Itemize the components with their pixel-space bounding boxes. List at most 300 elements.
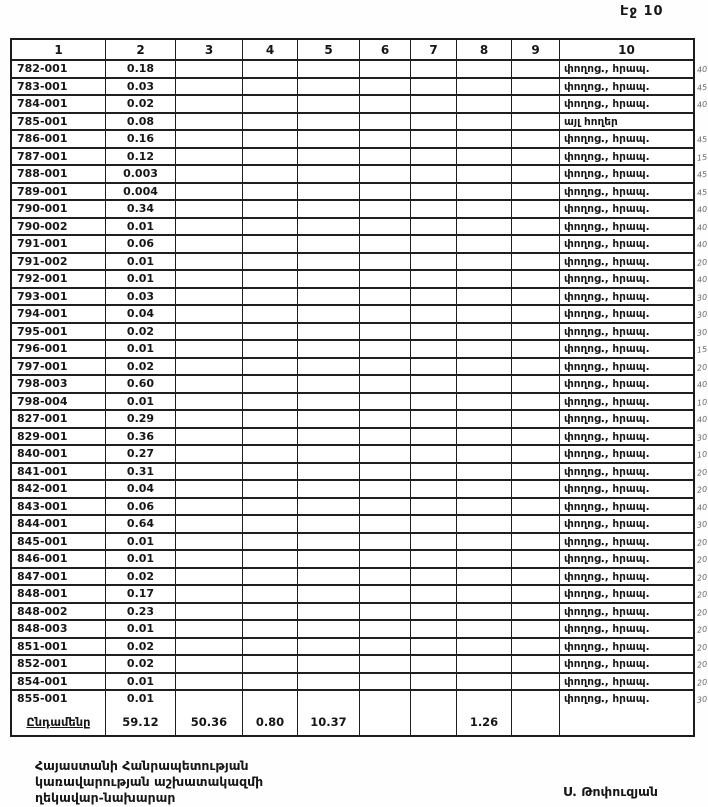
- footer-line: ղեկավար-նախարար: [35, 790, 176, 805]
- column-header: 4: [243, 40, 298, 61]
- parcel-code: 784-001: [12, 96, 106, 114]
- empty-cell: [411, 306, 457, 324]
- total-value: [512, 709, 560, 735]
- empty-cell: [512, 586, 560, 604]
- empty-cell: [243, 481, 298, 499]
- land-use-label: փողոց., հրապ.: [560, 61, 693, 79]
- empty-cell: [176, 586, 243, 604]
- land-use-label: փողոց., հրապ.: [560, 674, 693, 692]
- empty-cell: [411, 271, 457, 289]
- empty-cell: [457, 586, 512, 604]
- empty-cell: [457, 429, 512, 447]
- empty-cell: [298, 149, 360, 167]
- table-row: [12, 341, 693, 359]
- area-value: 0.01: [106, 551, 176, 569]
- area-value: 0.06: [106, 499, 176, 517]
- area-value: 0.03: [106, 289, 176, 307]
- empty-cell: [512, 569, 560, 587]
- empty-cell: [512, 691, 560, 709]
- empty-cell: [243, 324, 298, 342]
- empty-cell: [512, 446, 560, 464]
- empty-cell: [360, 254, 411, 272]
- area-value: 0.02: [106, 656, 176, 674]
- empty-cell: [298, 551, 360, 569]
- table-row: [12, 149, 693, 167]
- handwritten-margin-marks: [697, 61, 708, 709]
- empty-cell: [176, 114, 243, 132]
- empty-cell: [176, 464, 243, 482]
- empty-cell: [512, 639, 560, 657]
- parcel-code: 847-001: [12, 569, 106, 587]
- empty-cell: [176, 481, 243, 499]
- parcel-code: 797-001: [12, 359, 106, 377]
- margin-mark: 20: [696, 572, 708, 583]
- empty-cell: [176, 289, 243, 307]
- total-value: [560, 709, 693, 735]
- margin-mark: 30: [696, 309, 708, 320]
- empty-cell: [176, 131, 243, 149]
- land-use-label: փողոց., հրապ.: [560, 639, 693, 657]
- land-use-label: փողոց., հրապ.: [560, 464, 693, 482]
- area-value: 0.02: [106, 569, 176, 587]
- table-row: [12, 79, 693, 97]
- area-value: 0.03: [106, 79, 176, 97]
- empty-cell: [243, 149, 298, 167]
- empty-cell: [512, 481, 560, 499]
- empty-cell: [512, 604, 560, 622]
- empty-cell: [411, 639, 457, 657]
- area-value: 0.01: [106, 534, 176, 552]
- empty-cell: [243, 271, 298, 289]
- empty-cell: [243, 96, 298, 114]
- empty-cell: [298, 254, 360, 272]
- area-value: 0.16: [106, 131, 176, 149]
- land-parcel-table: [10, 38, 695, 737]
- margin-mark: 40: [696, 379, 708, 390]
- empty-cell: [512, 411, 560, 429]
- empty-cell: [457, 114, 512, 132]
- parcel-code: 840-001: [12, 446, 106, 464]
- area-value: 0.08: [106, 114, 176, 132]
- empty-cell: [411, 499, 457, 517]
- empty-cell: [298, 429, 360, 447]
- margin-mark: 40: [696, 222, 708, 233]
- empty-cell: [243, 341, 298, 359]
- page-number: Էջ 10: [620, 4, 664, 19]
- empty-cell: [176, 341, 243, 359]
- empty-cell: [360, 429, 411, 447]
- empty-cell: [243, 674, 298, 692]
- area-value: 0.01: [106, 219, 176, 237]
- empty-cell: [176, 569, 243, 587]
- column-header: 9: [512, 40, 560, 61]
- land-use-label: փողոց., հրապ.: [560, 569, 693, 587]
- margin-mark: 20: [696, 484, 708, 495]
- empty-cell: [411, 429, 457, 447]
- area-value: 0.02: [106, 359, 176, 377]
- table-row: [12, 446, 693, 464]
- empty-cell: [512, 96, 560, 114]
- empty-cell: [176, 61, 243, 79]
- land-use-label: փողոց., հրապ.: [560, 149, 693, 167]
- empty-cell: [243, 639, 298, 657]
- land-use-label: փողոց., հրապ.: [560, 254, 693, 272]
- empty-cell: [360, 604, 411, 622]
- table-row: [12, 201, 693, 219]
- empty-cell: [176, 604, 243, 622]
- empty-cell: [176, 166, 243, 184]
- empty-cell: [298, 411, 360, 429]
- empty-cell: [411, 254, 457, 272]
- empty-cell: [243, 586, 298, 604]
- empty-cell: [512, 149, 560, 167]
- margin-mark: 40: [696, 239, 708, 250]
- empty-cell: [243, 79, 298, 97]
- empty-cell: [457, 674, 512, 692]
- margin-mark: 40: [696, 274, 708, 285]
- empty-cell: [512, 271, 560, 289]
- empty-cell: [411, 324, 457, 342]
- empty-cell: [411, 219, 457, 237]
- empty-cell: [243, 236, 298, 254]
- empty-cell: [360, 271, 411, 289]
- empty-cell: [298, 359, 360, 377]
- land-use-label: փողոց., հրապ.: [560, 236, 693, 254]
- empty-cell: [512, 184, 560, 202]
- footer-line: կառավարության աշխատակազմի: [35, 774, 264, 789]
- empty-cell: [176, 271, 243, 289]
- margin-mark: 40: [696, 414, 708, 425]
- area-value: 0.06: [106, 236, 176, 254]
- empty-cell: [243, 201, 298, 219]
- empty-cell: [298, 96, 360, 114]
- empty-cell: [298, 446, 360, 464]
- area-value: 0.003: [106, 166, 176, 184]
- column-header: 7: [411, 40, 457, 61]
- parcel-code: 793-001: [12, 289, 106, 307]
- empty-cell: [457, 289, 512, 307]
- empty-cell: [243, 114, 298, 132]
- footer-line: Հայաստանի Հանրապետության: [35, 758, 249, 773]
- empty-cell: [298, 324, 360, 342]
- empty-cell: [457, 79, 512, 97]
- empty-cell: [360, 499, 411, 517]
- empty-cell: [512, 114, 560, 132]
- empty-cell: [176, 79, 243, 97]
- parcel-code: 848-001: [12, 586, 106, 604]
- area-value: 0.36: [106, 429, 176, 447]
- total-value: [360, 709, 411, 735]
- footer-office-title: [35, 758, 263, 806]
- parcel-code: 791-001: [12, 236, 106, 254]
- margin-mark: 40: [696, 64, 708, 75]
- column-header: 8: [457, 40, 512, 61]
- empty-cell: [176, 254, 243, 272]
- empty-cell: [176, 656, 243, 674]
- empty-cell: [243, 289, 298, 307]
- empty-cell: [243, 534, 298, 552]
- empty-cell: [360, 79, 411, 97]
- empty-cell: [298, 691, 360, 709]
- empty-cell: [298, 289, 360, 307]
- empty-cell: [411, 359, 457, 377]
- empty-cell: [411, 96, 457, 114]
- empty-cell: [243, 254, 298, 272]
- empty-cell: [512, 674, 560, 692]
- empty-cell: [298, 184, 360, 202]
- empty-cell: [176, 376, 243, 394]
- table-row: [12, 481, 693, 499]
- land-use-label: փողոց., հրապ.: [560, 499, 693, 517]
- land-use-label: փողոց., հրապ.: [560, 96, 693, 114]
- empty-cell: [512, 201, 560, 219]
- empty-cell: [176, 691, 243, 709]
- empty-cell: [176, 149, 243, 167]
- empty-cell: [360, 306, 411, 324]
- empty-cell: [360, 219, 411, 237]
- empty-cell: [411, 131, 457, 149]
- empty-cell: [176, 446, 243, 464]
- empty-cell: [360, 411, 411, 429]
- empty-cell: [411, 674, 457, 692]
- empty-cell: [360, 674, 411, 692]
- empty-cell: [243, 166, 298, 184]
- area-value: 0.01: [106, 691, 176, 709]
- land-use-label: փողոց., հրապ.: [560, 306, 693, 324]
- table-row: [12, 254, 693, 272]
- area-value: 0.12: [106, 149, 176, 167]
- margin-mark: 10: [696, 449, 708, 460]
- land-use-label: փողոց., հրապ.: [560, 341, 693, 359]
- empty-cell: [457, 219, 512, 237]
- empty-cell: [298, 499, 360, 517]
- empty-cell: [298, 236, 360, 254]
- empty-cell: [411, 184, 457, 202]
- table-row: [12, 621, 693, 639]
- empty-cell: [243, 551, 298, 569]
- empty-cell: [360, 376, 411, 394]
- empty-cell: [176, 359, 243, 377]
- area-value: 0.60: [106, 376, 176, 394]
- empty-cell: [411, 394, 457, 412]
- empty-cell: [457, 166, 512, 184]
- empty-cell: [512, 464, 560, 482]
- margin-mark: 40: [696, 502, 708, 513]
- area-value: 0.004: [106, 184, 176, 202]
- empty-cell: [457, 324, 512, 342]
- margin-mark: 20: [696, 659, 708, 670]
- empty-cell: [360, 236, 411, 254]
- table-body: [12, 61, 693, 709]
- empty-cell: [298, 131, 360, 149]
- table-row: [12, 166, 693, 184]
- empty-cell: [512, 359, 560, 377]
- empty-cell: [360, 341, 411, 359]
- empty-cell: [360, 359, 411, 377]
- parcel-code: 848-003: [12, 621, 106, 639]
- margin-mark: 20: [696, 607, 708, 618]
- empty-cell: [411, 691, 457, 709]
- empty-cell: [298, 516, 360, 534]
- empty-cell: [457, 691, 512, 709]
- empty-cell: [176, 674, 243, 692]
- empty-cell: [411, 481, 457, 499]
- empty-cell: [512, 236, 560, 254]
- empty-cell: [176, 411, 243, 429]
- empty-cell: [512, 429, 560, 447]
- empty-cell: [176, 639, 243, 657]
- margin-mark: 20: [696, 467, 708, 478]
- parcel-code: 854-001: [12, 674, 106, 692]
- empty-cell: [243, 429, 298, 447]
- table-row: [12, 429, 693, 447]
- empty-cell: [176, 429, 243, 447]
- empty-cell: [457, 481, 512, 499]
- empty-cell: [298, 464, 360, 482]
- empty-cell: [298, 481, 360, 499]
- empty-cell: [457, 639, 512, 657]
- empty-cell: [176, 534, 243, 552]
- empty-cell: [411, 236, 457, 254]
- empty-cell: [411, 411, 457, 429]
- empty-cell: [176, 184, 243, 202]
- empty-cell: [360, 481, 411, 499]
- empty-cell: [360, 551, 411, 569]
- signature-name: Ս. Թոփուզյան: [563, 784, 658, 799]
- empty-cell: [243, 359, 298, 377]
- column-header: 3: [176, 40, 243, 61]
- margin-mark: 10: [696, 397, 708, 408]
- empty-cell: [298, 79, 360, 97]
- parcel-code: 829-001: [12, 429, 106, 447]
- parcel-code: 798-003: [12, 376, 106, 394]
- land-use-label: փողոց., հրապ.: [564, 693, 650, 705]
- empty-cell: [360, 324, 411, 342]
- land-use-label: փողոց., հրապ.: [560, 324, 693, 342]
- empty-cell: [457, 656, 512, 674]
- total-value: 0.80: [243, 709, 298, 735]
- margin-mark: 30: [696, 432, 708, 443]
- empty-cell: [243, 131, 298, 149]
- margin-mark: 15: [696, 344, 708, 355]
- empty-cell: [411, 446, 457, 464]
- empty-cell: [360, 201, 411, 219]
- column-header: 1: [12, 40, 106, 61]
- empty-cell: [176, 236, 243, 254]
- empty-cell: [298, 306, 360, 324]
- empty-cell: [360, 639, 411, 657]
- empty-cell: [243, 306, 298, 324]
- empty-cell: [360, 96, 411, 114]
- empty-cell: [243, 499, 298, 517]
- margin-mark: 20: [696, 554, 708, 565]
- empty-cell: [298, 166, 360, 184]
- empty-cell: [512, 621, 560, 639]
- parcel-code: 798-004: [12, 394, 106, 412]
- land-use-label: փողոց., հրապ.: [560, 359, 693, 377]
- empty-cell: [457, 306, 512, 324]
- empty-cell: [512, 306, 560, 324]
- empty-cell: [457, 604, 512, 622]
- empty-cell: [243, 219, 298, 237]
- empty-cell: [457, 621, 512, 639]
- empty-cell: [298, 621, 360, 639]
- empty-cell: [243, 604, 298, 622]
- empty-cell: [360, 166, 411, 184]
- empty-cell: [298, 586, 360, 604]
- area-value: 0.31: [106, 464, 176, 482]
- table-row: [12, 219, 693, 237]
- parcel-code: 827-001: [12, 411, 106, 429]
- empty-cell: [457, 271, 512, 289]
- parcel-code: 848-002: [12, 604, 106, 622]
- empty-cell: [457, 341, 512, 359]
- land-use-label: փողոց., հրապ.: [560, 656, 693, 674]
- parcel-code: 843-001: [12, 499, 106, 517]
- empty-cell: [457, 551, 512, 569]
- margin-mark: 20: [696, 624, 708, 635]
- area-value: 0.01: [106, 271, 176, 289]
- total-value: 1.26: [457, 709, 512, 735]
- empty-cell: [360, 656, 411, 674]
- empty-cell: [298, 201, 360, 219]
- empty-cell: [243, 569, 298, 587]
- empty-cell: [243, 411, 298, 429]
- empty-cell: [411, 551, 457, 569]
- land-use-label: փողոց., հրապ.: [560, 166, 693, 184]
- empty-cell: [457, 131, 512, 149]
- land-use-label: փողոց., հրապ.: [560, 516, 693, 534]
- table-row: [12, 516, 693, 534]
- margin-mark: 15: [696, 152, 708, 163]
- land-use-label: փողոց., հրապ.: [560, 446, 693, 464]
- area-value: 0.17: [106, 586, 176, 604]
- parcel-code: 852-001: [12, 656, 106, 674]
- empty-cell: [360, 131, 411, 149]
- table-row: [12, 534, 693, 552]
- empty-cell: [176, 551, 243, 569]
- parcel-code: 792-001: [12, 271, 106, 289]
- area-value: 0.18: [106, 61, 176, 79]
- table-row: [12, 324, 693, 342]
- empty-cell: [512, 551, 560, 569]
- margin-mark: 45: [696, 169, 708, 180]
- parcel-code: 851-001: [12, 639, 106, 657]
- empty-cell: [411, 569, 457, 587]
- column-header: 10: [560, 40, 693, 61]
- land-use-label: փողոց., հրապ.: [560, 219, 693, 237]
- table-row: [12, 271, 693, 289]
- table-row: [12, 691, 693, 709]
- empty-cell: [411, 61, 457, 79]
- empty-cell: [411, 149, 457, 167]
- empty-cell: [360, 114, 411, 132]
- parcel-code: 842-001: [12, 481, 106, 499]
- empty-cell: [176, 621, 243, 639]
- empty-cell: [457, 149, 512, 167]
- table-row: [12, 289, 693, 307]
- empty-cell: [512, 324, 560, 342]
- empty-cell: [411, 289, 457, 307]
- empty-cell: [457, 464, 512, 482]
- empty-cell: [512, 534, 560, 552]
- empty-cell: [298, 219, 360, 237]
- empty-cell: [298, 569, 360, 587]
- empty-cell: [360, 61, 411, 79]
- empty-cell: [457, 569, 512, 587]
- empty-cell: [411, 586, 457, 604]
- parcel-code: 782-001: [12, 61, 106, 79]
